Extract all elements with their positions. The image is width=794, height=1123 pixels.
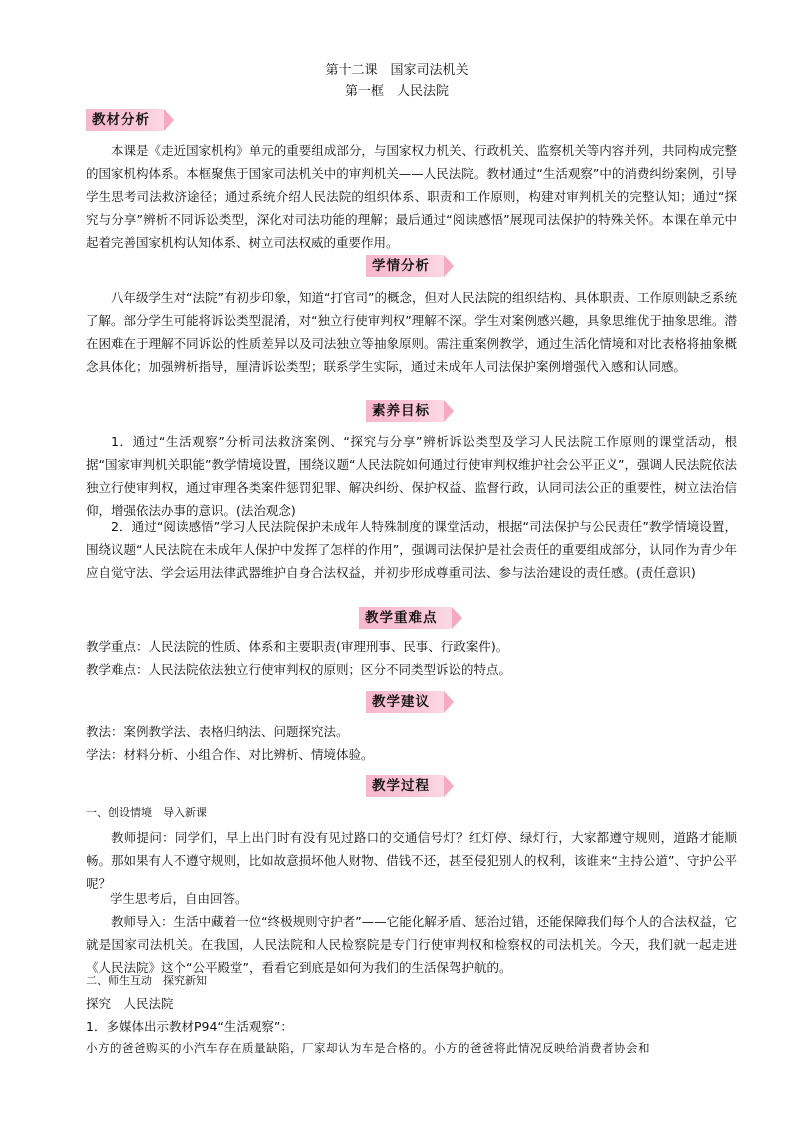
literacy-goal-1: 1．通过“生活观察”分析司法救济案例、“探究与分享”辨析诉讼类型及学习人民法院工作原则的课堂活动，根据“国家审判机关职能”教学情境设置，围绕议题“人民法院如何通过行使审判权维护社会公平正义”，强调人民法院依法独立行使审判权，通过审理各类案件惩罚犯罪、解决纠纷、保护权益、监督行政，认同司法公正的重要性，树立法治信仰，增强依法办事的意识。(法治观念) <box>86 434 737 518</box>
step1-title: 一、创设情境 导入新课 <box>86 806 207 819</box>
step2-title: 二、师生互动 探究新知 <box>86 974 207 987</box>
teacher-question-text: ：同学们，早上出门时有没有见过路口的交通信号灯？红灯停、绿灯行，大家都遵守规则，道路才能顺畅。那如果有人不遵守规则，比如故意损坏他人财物、借钱不还，甚至侵犯别人的权利，该谁来“主持公道”、守护公平呢？ <box>86 830 737 891</box>
textbook-analysis-body: 本课是《走近国家机构》单元的重要组成部分，与国家权力机关、行政机关、监察机关等内容并列，共同构成完整的国家机构体系。本框聚焦于国家司法机关中的审判机关——人民法院。教材通过“生活观察”中的消费纠纷案例，引导学生思考司法救济途径；通过系统介绍人民法院的组织体系、职责和工作原则，构建对审判机关的完整认知；通过“探究与分享”辨析不同诉讼类型，深化对司法功能的理解；最后通过“阅读感悟”展现司法保护的特殊关怀。本课在单元中起着完善国家机构认知体系、树立司法权威的重要作用。 <box>86 143 737 250</box>
teaching-process-heading: 教学过程 <box>366 775 444 797</box>
student-response: 学生思考后，自由回答。 <box>110 891 248 906</box>
key-points-heading: 教学重难点 <box>359 607 452 629</box>
learning-method: 学法：材料分析、小组合作、对比辨析、情境体验。 <box>86 747 374 762</box>
teaching-difficulty: 教学难点：人民法院依法独立行使审判权的原则；区分不同类型诉讼的特点。 <box>86 662 512 677</box>
lesson-title: 第十二课 国家司法机关 <box>325 63 469 78</box>
teaching-suggestions-heading: 教学建议 <box>366 691 444 713</box>
literacy-goals-heading: 素养目标 <box>366 400 444 422</box>
student-analysis-body: 八年级学生对“法院”有初步印象，知道“打官司”的概念，但对人民法院的组织结构、具体职责、工作原则缺乏系统了解。部分学生可能将诉讼类型混淆，对“独立行使审判权”理解不深。学生对案例感兴趣，具象思维优于抽象思维。潜在困难在于理解不同诉讼的性质差异以及司法独立等抽象原则。需注重案例教学，通过生活化情境和对比表格将抽象概念具体化；加强辨析指导，厘清诉讼类型；联系学生实际，通过未成年人司法保护案例增强代入感和认同感。 <box>86 290 737 374</box>
case-text: 小方的爸爸购买的小汽车存在质量缺陷，厂家却认为车是合格的。小方的爸爸将此情况反映给消费者协会和 <box>86 1041 650 1055</box>
literacy-goal-2: 2．通过“阅读感悟”学习人民法院保护未成年人特殊制度的课堂活动，根据“司法保护与公民责任”教学情境设置，围绕议题“人民法院在未成年人保护中发挥了怎样的作用”，强调司法保护是社会责任的重要组成部分，认同作为青少年应自觉守法、学会运用法律武器维护自身合法权益，并初步形成尊重司法、参与法治建设的责任感。(责任意识) <box>86 519 737 580</box>
section-title: 第一框 人民法院 <box>344 84 449 99</box>
textbook-analysis-heading: 教材分析 <box>86 109 164 131</box>
teacher-question <box>86 826 737 895</box>
student-analysis-heading: 学情分析 <box>366 255 444 277</box>
item-1: 1．多媒体出示教材P94“生活观察”： <box>86 1019 293 1034</box>
explore-title: 探究 人民法院 <box>86 996 174 1011</box>
teaching-method: 教法：案例教学法、表格归纳法、问题探究法。 <box>86 724 349 739</box>
teacher-intro-text: ：生活中藏着一位“终极规则守护者”——它能化解矛盾、惩治过错，还能保障我们每个人的合法权益，它就是国家司法机关。在我国，人民法院和人民检察院是专门行使审判权和检察权的司法机关。今天，我们就一起走进《人民法院》这个“公平殿堂”，看看它到底是如何为我们的生活保驾护航的。 <box>86 914 737 975</box>
teacher-intro <box>86 910 737 979</box>
teacher-question-label: 教师提问 <box>111 830 163 845</box>
teacher-intro-label: 教师导入 <box>111 914 162 929</box>
teaching-focus: 教学重点：人民法院的性质、体系和主要职责(审理刑事、民事、行政案件)。 <box>86 639 509 654</box>
